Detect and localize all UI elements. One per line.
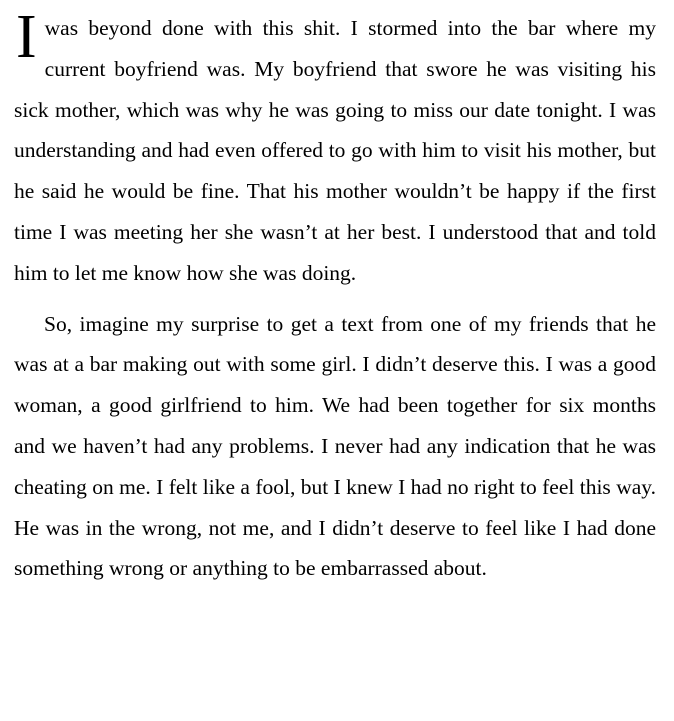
paragraph-2-text: So, imagine my surprise to get a text from one of my friends that he was at a bar making out with some girl. I didn’t deserve this. I was a good woman, a good girlfriend to him. We had been together for six months and we haven’t had any problems. I never had any indication that he was cheating on me. I felt like a fool, but I knew I had no right to feel this way. He was in the wrong, not me, and I didn’t deserve to feel like I had done something wrong or anything to be embarrassed about. xyxy=(14,311,656,581)
paragraph-1-text: was beyond done with this shit. I stormed into the bar where my current boyfriend was. My boyfriend that swore he was visiting his sick mother, which was why he was going to miss our date tonight. I was understanding and had even offered to go with him to visit his mother, but he said he would be fine. That his mother wouldn’t be happy if the first time I was meeting her she wasn’t at her best. I understood that and told him to let me know how she was doing. xyxy=(14,16,656,285)
paragraph-2 xyxy=(14,304,656,590)
paragraph-1 xyxy=(14,3,656,294)
drop-cap-letter: I xyxy=(16,3,37,71)
